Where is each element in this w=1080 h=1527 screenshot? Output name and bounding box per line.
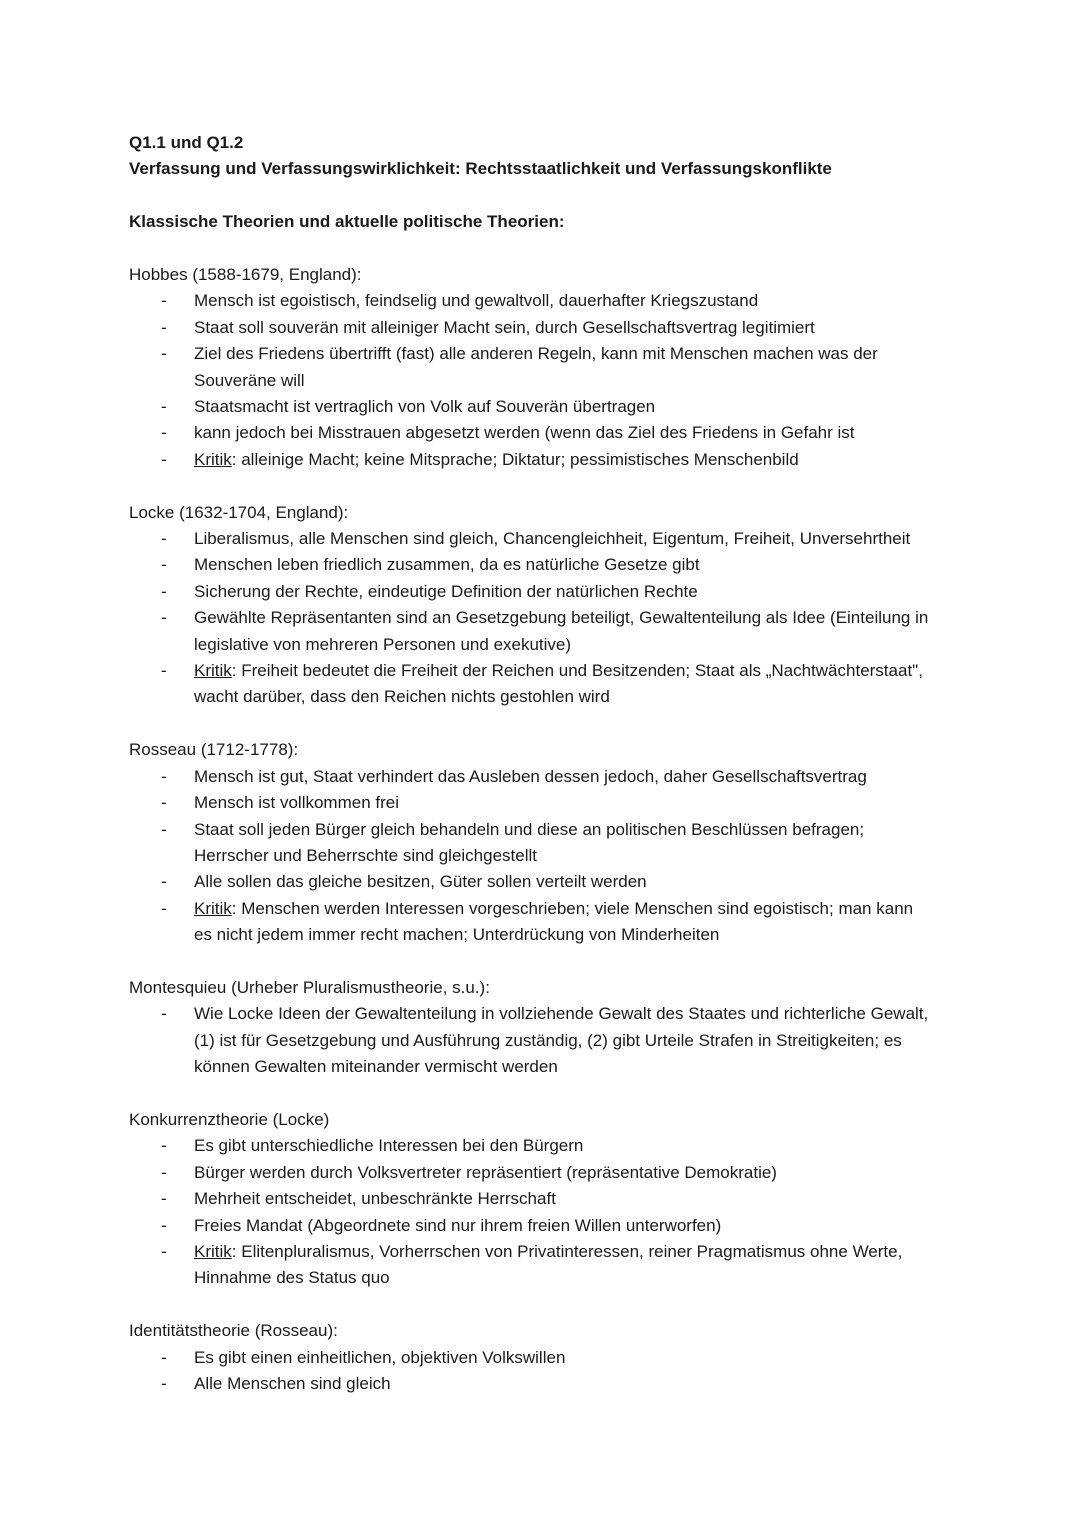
list-item-text: : alleinige Macht; keine Mitsprache; Diktatur; pessimistisches Menschenbild <box>231 449 799 469</box>
bullet-dash: - <box>161 397 167 417</box>
kritik-label: Kritik <box>194 661 232 681</box>
section-heading: Locke (1632-1704, England): <box>129 502 349 522</box>
list-item-text: Liberalismus, alle Menschen sind gleich, Chancengleichheit, Eigentum, Freiheit, Unversehrtheit <box>194 529 911 549</box>
bullet-dash: - <box>161 581 167 601</box>
list-item-text: Staat soll jeden Bürger gleich behandeln und diese an politischen Beschlüssen befragen; Herrscher und Beherrschte sind gleichgestellt <box>194 819 865 865</box>
list-item-text: : Menschen werden Interessen vorgeschrieben; viele Menschen sind egoistisch; man kann es nicht jedem immer recht machen; Unterdrückung von Minderheiten <box>194 898 914 945</box>
section-heading: Konkurrenztheorie (Locke) <box>129 1109 330 1129</box>
spacer <box>129 236 929 262</box>
kritik-label: Kritik <box>194 898 232 918</box>
spacer <box>129 1292 929 1318</box>
bullet-list <box>129 288 929 473</box>
list-item-text: Freies Mandat (Abgeordnete sind nur ihrem freien Willen unterworfen) <box>194 1215 722 1235</box>
bullet-list <box>129 1001 929 1080</box>
list-item-text: Wie Locke Ideen der Gewaltenteilung in vollziehende Gewalt des Staates und richterliche Gewalt, (1) ist für Gesetzgebung und Ausführung zuständig, (2) gibt Urteile Strafen in Streitigkeiten; es können Gewalten miteinander vermischt werden <box>194 1004 929 1077</box>
theory-section <box>129 262 929 500</box>
bullet-dash: - <box>161 555 167 575</box>
bullet-dash: - <box>161 317 167 337</box>
list-item <box>129 1239 929 1292</box>
section-heading: Hobbes (1588-1679, England): <box>129 265 362 284</box>
list-item <box>129 526 929 552</box>
bullet-dash: - <box>161 898 167 918</box>
kritik-label: Kritik <box>194 449 232 469</box>
list-item-text: Ziel des Friedens übertrifft (fast) alle anderen Regeln, kann mit Menschen machen was der Souveräne will <box>194 344 878 390</box>
list-item-text: Sicherung der Rechte, eindeutige Definition der natürlichen Rechte <box>194 581 698 601</box>
bullet-list <box>129 1133 929 1291</box>
bullet-dash: - <box>161 608 167 628</box>
bullet-dash: - <box>161 793 167 813</box>
list-item-text: : Freiheit bedeutet die Freiheit der Reichen und Besitzenden; Staat als „Nachtwächterstaat", wacht darüber, dass den Reichen nichts gestohlen wird <box>194 661 923 707</box>
list-item-text: Es gibt einen einheitlichen, objektiven Volkswillen <box>194 1347 566 1367</box>
bullet-list <box>129 1345 929 1398</box>
list-item <box>129 896 929 949</box>
topic-title: Verfassung und Verfassungswirklichkeit: Rechtsstaatlichkeit und Verfassungskonflikte <box>129 159 832 179</box>
list-item <box>129 869 929 895</box>
section-heading: Rosseau (1712-1778): <box>129 740 299 760</box>
list-item <box>129 288 929 314</box>
bullet-dash: - <box>161 449 167 469</box>
list-item <box>129 658 929 711</box>
course-title: Q1.1 und Q1.2 <box>129 133 244 152</box>
list-item-text: Mensch ist gut, Staat verhindert das Ausleben dessen jedoch, daher Gesellschaftsvertrag <box>194 766 867 786</box>
list-item-text: Bürger werden durch Volksvertreter repräsentiert (repräsentative Demokratie) <box>194 1162 777 1182</box>
list-item <box>129 790 929 816</box>
list-item-text: Mehrheit entscheidet, unbeschränkte Herrschaft <box>194 1189 556 1209</box>
document-body <box>129 130 929 1397</box>
list-item <box>129 1213 929 1239</box>
spacer <box>129 711 929 737</box>
bullet-list <box>129 764 929 949</box>
theory-section <box>129 975 929 1107</box>
list-item-text: Mensch ist vollkommen frei <box>194 793 400 813</box>
list-item <box>129 817 929 870</box>
list-item-text: Staat soll souverän mit alleiniger Macht sein, durch Gesellschaftsvertrag legitimiert <box>194 317 815 337</box>
list-item-text: kann jedoch bei Misstrauen abgesetzt werden (wenn das Ziel des Friedens in Gefahr ist <box>194 423 855 443</box>
list-item-text: Es gibt unterschiedliche Interessen bei den Bürgern <box>194 1136 584 1156</box>
list-item <box>129 341 929 394</box>
bullet-dash: - <box>161 1347 167 1367</box>
list-item <box>129 1133 929 1159</box>
bullet-dash: - <box>161 1215 167 1235</box>
list-item <box>129 447 929 473</box>
theory-sections <box>129 262 929 1397</box>
bullet-dash: - <box>161 872 167 892</box>
bullet-list <box>129 526 929 711</box>
theory-section <box>129 1318 929 1397</box>
section-heading: Identitätstheorie (Rosseau): <box>129 1321 338 1341</box>
list-item-text: Alle Menschen sind gleich <box>194 1373 391 1393</box>
section-heading: Montesquieu (Urheber Pluralismustheorie, s.u.): <box>129 977 490 997</box>
list-item <box>129 764 929 790</box>
spacer <box>129 473 929 499</box>
bullet-dash: - <box>161 291 167 311</box>
list-item-text: Alle sollen das gleiche besitzen, Güter sollen verteilt werden <box>194 872 647 892</box>
list-item-text: Menschen leben friedlich zusammen, da es natürliche Gesetze gibt <box>194 555 700 575</box>
list-item-text: Staatsmacht ist vertraglich von Volk auf Souverän übertragen <box>194 397 656 417</box>
theory-section <box>129 500 929 738</box>
bullet-dash: - <box>161 1373 167 1393</box>
bullet-dash: - <box>161 819 167 839</box>
bullet-dash: - <box>161 1162 167 1182</box>
list-item <box>129 1160 929 1186</box>
section-subtitle: Klassische Theorien und aktuelle politische Theorien: <box>129 212 565 232</box>
kritik-label: Kritik <box>194 1241 232 1261</box>
list-item <box>129 1371 929 1397</box>
spacer <box>129 183 929 209</box>
list-item <box>129 1345 929 1371</box>
bullet-dash: - <box>161 344 167 364</box>
list-item <box>129 552 929 578</box>
bullet-dash: - <box>161 1004 167 1024</box>
list-item <box>129 605 929 658</box>
bullet-dash: - <box>161 766 167 786</box>
theory-section <box>129 1107 929 1318</box>
bullet-dash: - <box>161 423 167 443</box>
list-item <box>129 579 929 605</box>
list-item-text: Mensch ist egoistisch, feindselig und gewaltvoll, dauerhafter Kriegszustand <box>194 291 759 311</box>
bullet-dash: - <box>161 1189 167 1209</box>
list-item <box>129 315 929 341</box>
list-item <box>129 394 929 420</box>
bullet-dash: - <box>161 529 167 549</box>
list-item-text: : Elitenpluralismus, Vorherrschen von Privatinteressen, reiner Pragmatismus ohne Werte, Hinnahme des Status quo <box>194 1241 903 1288</box>
spacer <box>129 949 929 975</box>
bullet-dash: - <box>161 1241 167 1261</box>
list-item <box>129 1001 929 1080</box>
theory-section <box>129 737 929 975</box>
list-item-text: Gewählte Repräsentanten sind an Gesetzgebung beteiligt, Gewaltenteilung als Idee (Einteilung in legislative von mehreren Personen und exekutive) <box>194 608 929 654</box>
list-item <box>129 420 929 446</box>
list-item <box>129 1186 929 1212</box>
spacer <box>129 1081 929 1107</box>
bullet-dash: - <box>161 661 167 681</box>
bullet-dash: - <box>161 1136 167 1156</box>
